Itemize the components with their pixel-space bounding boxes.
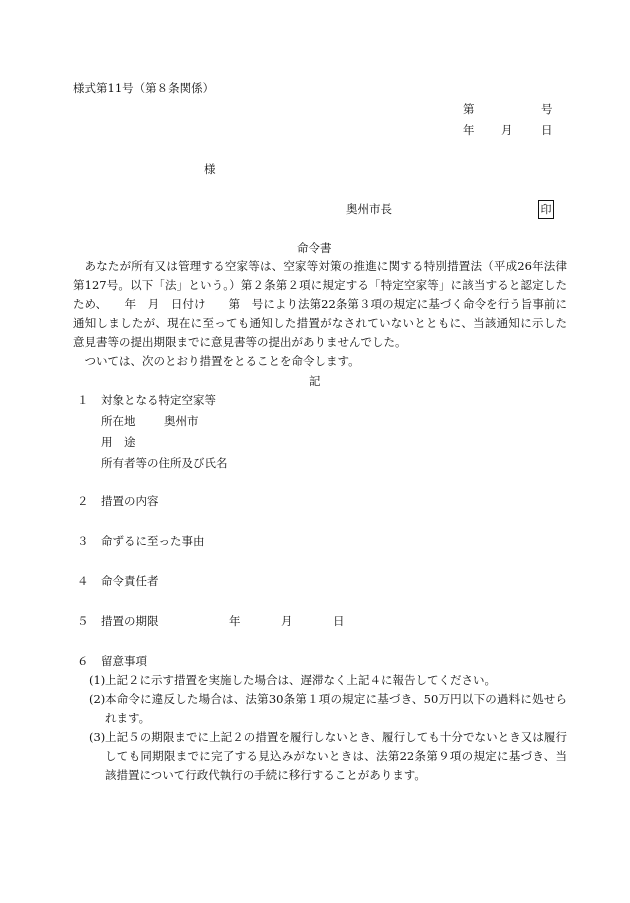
note-3-text: 上記５の期限までに上記２の措置を履行しないとき、履行しても十分でないとき又は履行しても同期限までに完了する見込みがないときは、法第22条第９項の規定に基づき、当該措置について行政代執行の手続に移行することがあります。: [105, 730, 567, 782]
body-text: [73, 257, 567, 371]
location-label: 所在地: [101, 414, 136, 428]
item5-year: 年: [229, 614, 241, 628]
item5-month: 月: [281, 614, 293, 628]
body-paragraph-2: ついては、次のとおり措置をとることを命令します。: [84, 354, 360, 368]
item6-title: 留意事項: [101, 654, 147, 668]
item4-title: 命令責任者: [101, 574, 159, 588]
item4-number: ４: [77, 574, 89, 588]
date-year: 年: [463, 123, 475, 137]
form-label: 様式第11号（第８条関係）: [73, 81, 215, 95]
note-1-number: (1): [89, 673, 106, 687]
note-3: [89, 728, 567, 785]
item2-number: ２: [77, 494, 89, 508]
usage-label: 用 途: [101, 435, 136, 449]
seal-stamp: 印: [538, 200, 554, 219]
location-value: 奥州市: [164, 414, 199, 428]
ki-heading: 記: [309, 374, 321, 388]
doc-number-prefix: 第: [463, 102, 475, 116]
addressee-suffix: 様: [204, 162, 216, 176]
note-2-text: 本命令に違反した場合は、法第30条第１項の規定に基づき、50万円以下の過料に処せられます。: [105, 692, 567, 725]
body-paragraph-1: あなたが所有又は管理する空家等は、空家等対策の推進に関する特別措置法（平成26年法律第127号。以下「法」という。）第２条第２項に規定する「特定空家等」に該当すると認定したため、 年 月 日付け 第 号により法第22条第３項の規定に基づく命令を行う旨事前に通知しましたが、現在に至っても通知した措置がなされていないとともに、当該通知に示した意見書等の提出期限までに意見書等の提出がありませんでした。: [73, 259, 567, 349]
item6-number: ６: [77, 654, 89, 668]
item1-title: 対象となる特定空家等: [101, 393, 216, 407]
note-3-number: (3): [89, 730, 106, 744]
note-2-number: (2): [89, 692, 106, 706]
doc-number-suffix: 号: [541, 102, 553, 116]
note-1-text: 上記２に示す措置を実施した場合は、遅滞なく上記４に報告してください。: [105, 673, 496, 687]
date-day: 日: [541, 123, 553, 137]
item5-title: 措置の期限: [101, 614, 159, 628]
item3-title: 命ずるに至った事由: [101, 534, 205, 548]
note-1: [89, 671, 567, 690]
document-title: 命令書: [297, 241, 332, 255]
issuer: 奥州市長: [346, 202, 392, 216]
item1-number: １: [77, 393, 89, 407]
item3-number: ３: [77, 534, 89, 548]
owner-label: 所有者等の住所及び氏名: [101, 456, 228, 470]
item2-title: 措置の内容: [101, 494, 159, 508]
note-2: [89, 690, 567, 728]
item5-number: ５: [77, 614, 89, 628]
date-month: 月: [501, 123, 513, 137]
item5-day: 日: [333, 614, 345, 628]
